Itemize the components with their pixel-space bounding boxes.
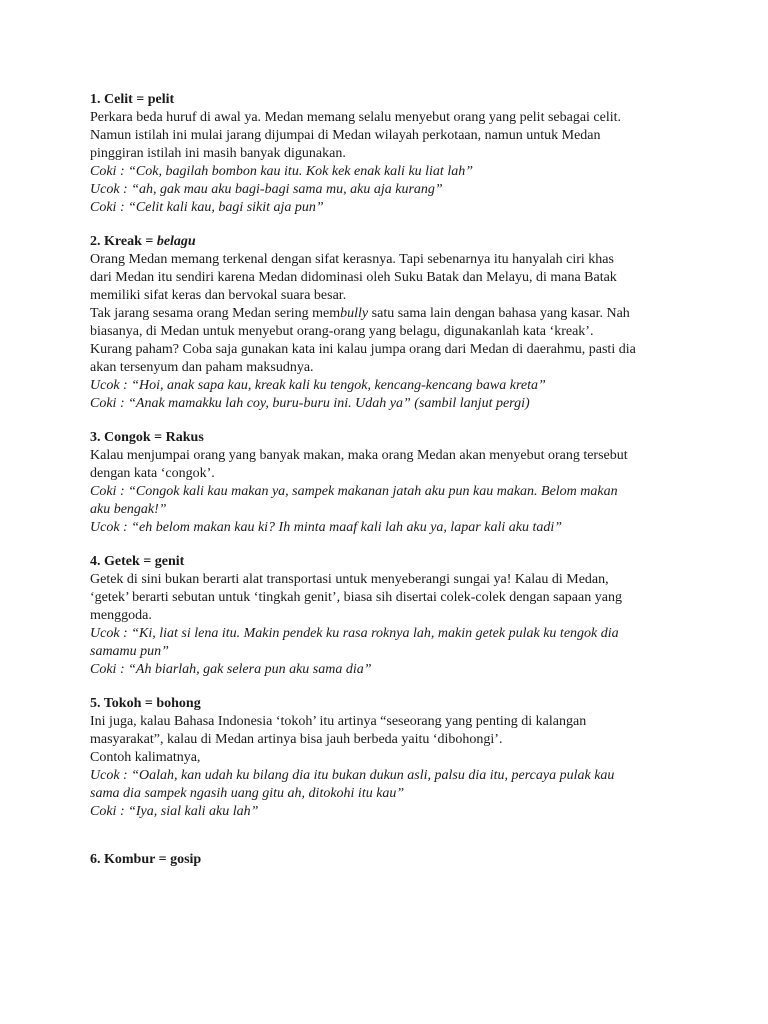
- section-heading: [90, 91, 690, 109]
- section-6: [90, 851, 690, 869]
- dialogue-line: [90, 643, 690, 661]
- heading-italic-text: belagu: [156, 234, 196, 249]
- dialogue-line: [90, 519, 690, 537]
- body-line: [90, 127, 690, 145]
- dialogue-line: [90, 377, 690, 395]
- dialogue-line: [90, 625, 690, 643]
- line-text: Tak jarang sesama orang Medan sering mem: [90, 306, 341, 321]
- body-line: [90, 305, 690, 323]
- section-heading: [90, 851, 690, 869]
- section-heading: [90, 553, 690, 571]
- line-text: pinggiran istilah ini masih banyak digunakan.: [90, 146, 346, 161]
- section-5: [90, 695, 690, 821]
- line-text: Ucok : “eh belom makan kau ki? Ih minta maaf kali lah aku ya, lapar kali aku tadi”: [90, 520, 563, 535]
- line-text: Getek di sini bukan berarti alat transportasi untuk menyeberangi sungai ya! Kalau di Medan,: [90, 572, 609, 587]
- section-1: [90, 91, 690, 217]
- line-text: Coki : “Cok, bagilah bombon kau itu. Kok kek enak kali ku liat lah”: [90, 164, 473, 179]
- body-line: [90, 713, 690, 731]
- line-text: Coki : “Iya, sial kali aku lah”: [90, 804, 259, 819]
- section-2: [90, 233, 690, 413]
- line-text: Ini juga, kalau Bahasa Indonesia ‘tokoh’ itu artinya “seseorang yang penting di kalangan: [90, 714, 587, 729]
- body-line: [90, 447, 690, 465]
- dialogue-line: [90, 501, 690, 519]
- line-text: Namun istilah ini mulai jarang dijumpai di Medan wilayah perkotaan, namun untuk Medan: [90, 128, 601, 143]
- heading-text: 4. Getek = genit: [90, 554, 185, 569]
- line-text: biasanya, di Medan untuk menyebut orang-orang yang belagu, digunakanlah kata ‘kreak’.: [90, 324, 594, 339]
- line-text: Perkara beda huruf di awal ya. Medan memang selalu menyebut orang yang pelit sebagai celit.: [90, 110, 622, 125]
- dialogue-line: [90, 395, 690, 413]
- body-line: [90, 145, 690, 163]
- line-text: Orang Medan memang terkenal dengan sifat kerasnya. Tapi sebenarnya itu hanyalah ciri khas: [90, 252, 614, 267]
- section-heading: [90, 233, 690, 251]
- line-text: sama dia sampek ngasih uang gitu ah, ditokohi itu kau”: [90, 786, 405, 801]
- body-line: [90, 465, 690, 483]
- line-text: Coki : “Ah biarlah, gak selera pun aku sama dia”: [90, 662, 372, 677]
- line-text: Ucok : “Hoi, anak sapa kau, kreak kali ku tengok, kencang-kencang bawa kreta”: [90, 378, 546, 393]
- line-text-after: satu sama lain dengan bahasa yang kasar. Nah: [368, 306, 630, 321]
- dialogue-line: [90, 661, 690, 679]
- line-text: Ucok : “Oalah, kan udah ku bilang dia itu bukan dukun asli, palsu dia itu, percaya pulak kau: [90, 768, 615, 783]
- section-heading: [90, 429, 690, 447]
- heading-text: 5. Tokoh = bohong: [90, 696, 201, 711]
- body-line: [90, 589, 690, 607]
- heading-text: 1. Celit = pelit: [90, 92, 175, 107]
- line-text: Coki : “Anak mamakku lah coy, buru-buru ini. Udah ya” (sambil lanjut pergi): [90, 396, 530, 411]
- line-text: Coki : “Celit kali kau, bagi sikit aja pun”: [90, 200, 324, 215]
- line-text: samamu pun”: [90, 644, 169, 659]
- line-text: aku bengak!”: [90, 502, 167, 517]
- line-text: masyarakat”, kalau di Medan artinya bisa jauh berbeda yaitu ‘dibohongi’.: [90, 732, 503, 747]
- heading-text: 6. Kombur = gosip: [90, 852, 202, 867]
- line-text: Coki : “Congok kali kau makan ya, sampek makanan jatah aku pun kau makan. Belom makan: [90, 484, 618, 499]
- line-text: Contoh kalimatnya,: [90, 750, 201, 765]
- line-text: Kurang paham? Coba saja gunakan kata ini kalau jumpa orang dari Medan di daerahmu, pasti dia: [90, 342, 636, 357]
- body-line: [90, 251, 690, 269]
- heading-text: 2. Kreak =: [90, 234, 157, 249]
- body-line: [90, 341, 690, 359]
- dialogue-line: [90, 483, 690, 501]
- line-text: Ucok : “ah, gak mau aku bagi-bagi sama mu, aku aja kurang”: [90, 182, 443, 197]
- line-text: menggoda.: [90, 608, 152, 623]
- line-text: Ucok : “Ki, liat si lena itu. Makin pendek ku rasa roknya lah, makin getek pulak ku tengok dia: [90, 626, 619, 641]
- dialogue-line: [90, 785, 690, 803]
- body-line: [90, 731, 690, 749]
- section-3: [90, 429, 690, 537]
- body-line: [90, 287, 690, 305]
- section-heading: [90, 695, 690, 713]
- dialogue-line: [90, 803, 690, 821]
- body-line: [90, 269, 690, 287]
- line-emphasis: bully: [340, 306, 369, 321]
- section-4: [90, 553, 690, 679]
- body-line: [90, 749, 690, 767]
- dialogue-line: [90, 181, 690, 199]
- body-line: [90, 571, 690, 589]
- line-text: dari Medan itu sendiri karena Medan didominasi oleh Suku Batak dan Melayu, di mana Batak: [90, 270, 617, 285]
- body-line: [90, 359, 690, 377]
- dialogue-line: [90, 767, 690, 785]
- heading-text: 3. Congok = Rakus: [90, 430, 204, 445]
- body-line: [90, 109, 690, 127]
- body-line: [90, 323, 690, 341]
- line-text: dengan kata ‘congok’.: [90, 466, 215, 481]
- body-line: [90, 607, 690, 625]
- dialogue-line: [90, 163, 690, 181]
- line-text: Kalau menjumpai orang yang banyak makan, maka orang Medan akan menyebut orang tersebut: [90, 448, 628, 463]
- line-text: akan tersenyum dan paham maksudnya.: [90, 360, 314, 375]
- document-page: [90, 91, 690, 885]
- line-text: ‘getek’ berarti sebutan untuk ‘tingkah genit’, biasa sih disertai colek-colek dengan sapaan yang: [90, 590, 622, 605]
- spacer: [90, 837, 690, 851]
- line-text: memiliki sifat keras dan bervokal suara besar.: [90, 288, 347, 303]
- dialogue-line: [90, 199, 690, 217]
